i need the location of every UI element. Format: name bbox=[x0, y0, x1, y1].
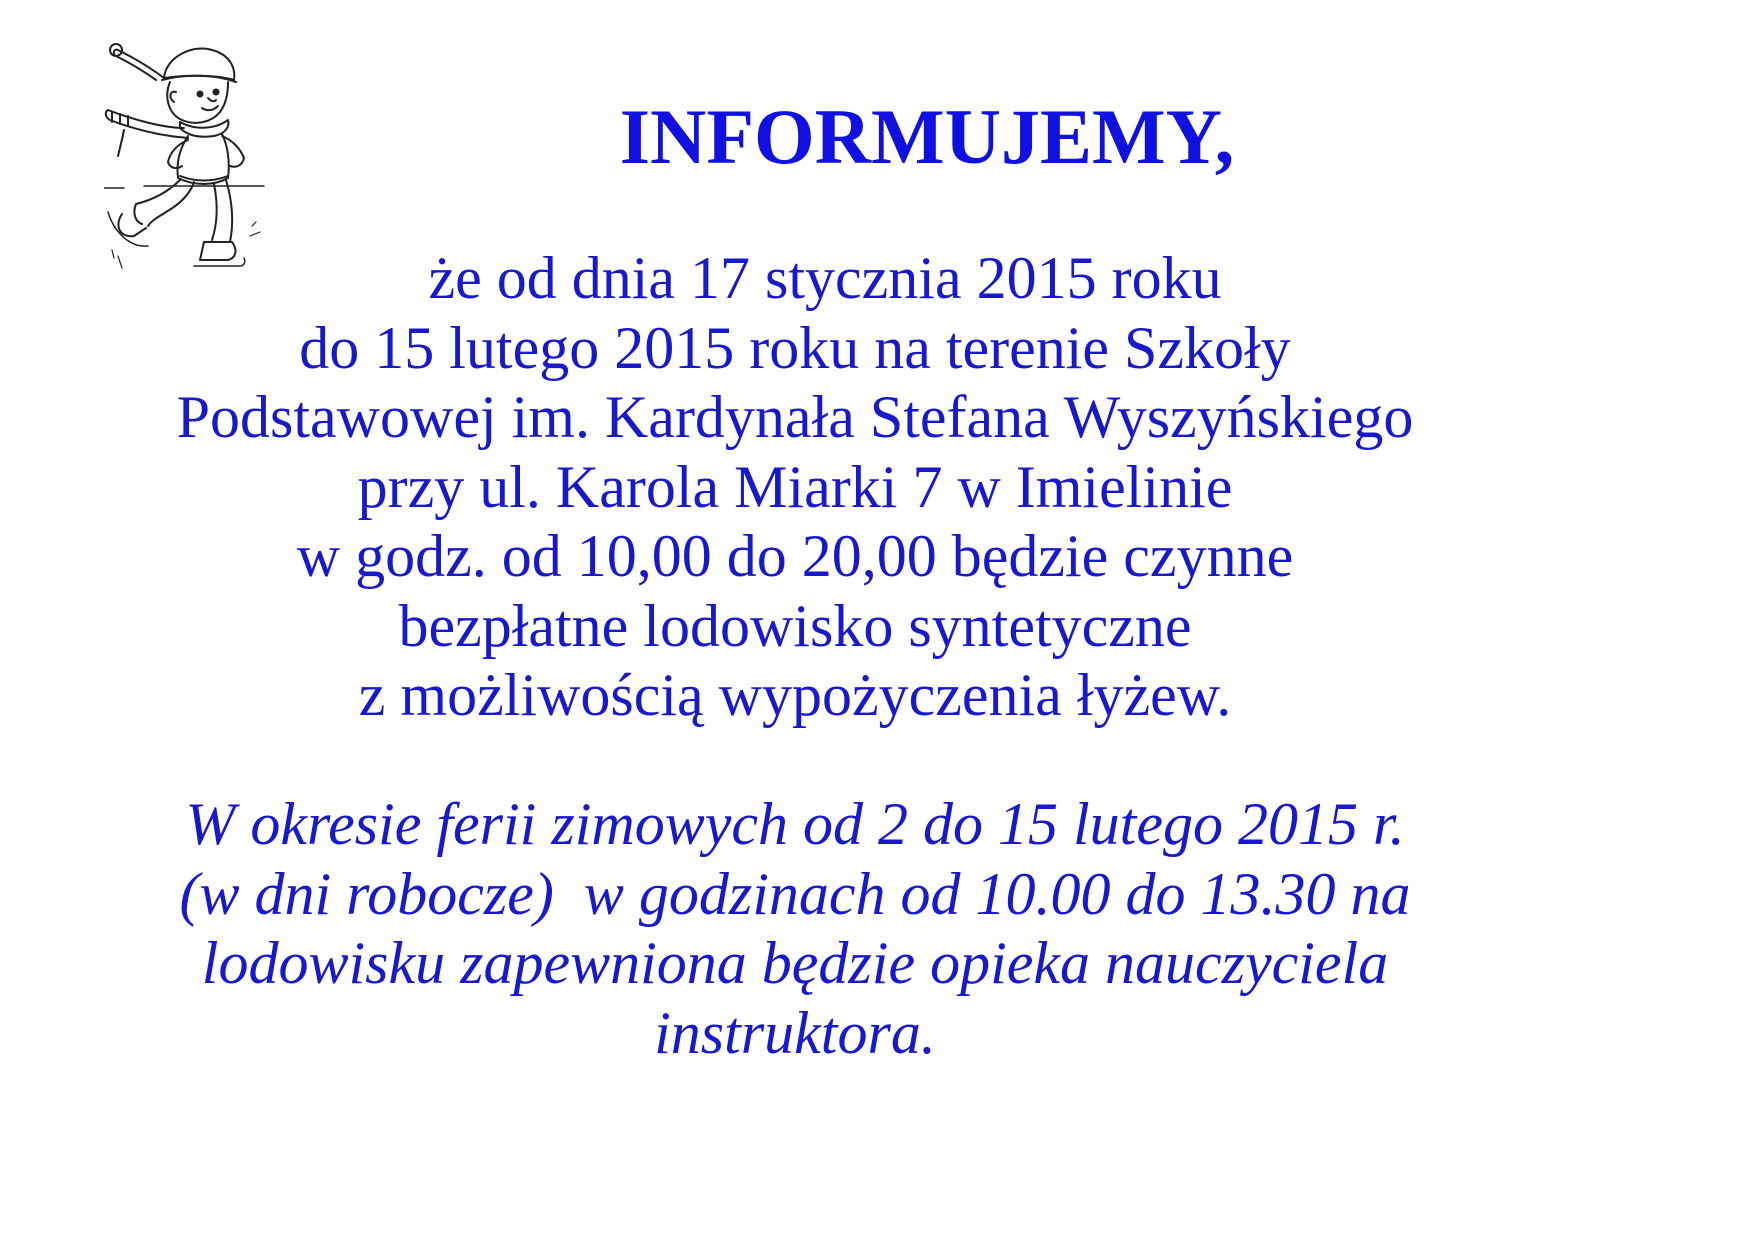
body-line: do 15 lutego 2015 roku na terenie Szkoły bbox=[299, 314, 1291, 381]
body-line: bezpłatne lodowisko syntetyczne bbox=[398, 592, 1192, 659]
italic-line: instruktora. bbox=[654, 999, 936, 1066]
italic-line: lodowisku zapewniona będzie opieka nauczyciela bbox=[201, 930, 1389, 996]
body-line: Podstawowej im. Kardynała Stefana Wyszyńskiego bbox=[176, 384, 1414, 450]
body-line: że od dnia 17 stycznia 2015 roku bbox=[368, 245, 1222, 311]
notice-winter-break-info bbox=[0, 790, 1590, 1068]
body-line: z możliwością wypożyczenia łyżew. bbox=[358, 662, 1232, 728]
body-line: przy ul. Karola Miarki 7 w Imielinie bbox=[357, 453, 1233, 520]
italic-line: (w dni robocze) w godzinach od 10.00 do 13.30 na bbox=[179, 860, 1411, 927]
italic-line: W okresie ferii zimowych od 2 do 15 lutego 2015 r. bbox=[185, 791, 1405, 857]
notice-heading: INFORMUJEMY, bbox=[619, 93, 1235, 180]
body-line: w godz. od 10,00 do 20,00 będzie czynne bbox=[296, 523, 1294, 589]
notice-body bbox=[0, 244, 1590, 731]
